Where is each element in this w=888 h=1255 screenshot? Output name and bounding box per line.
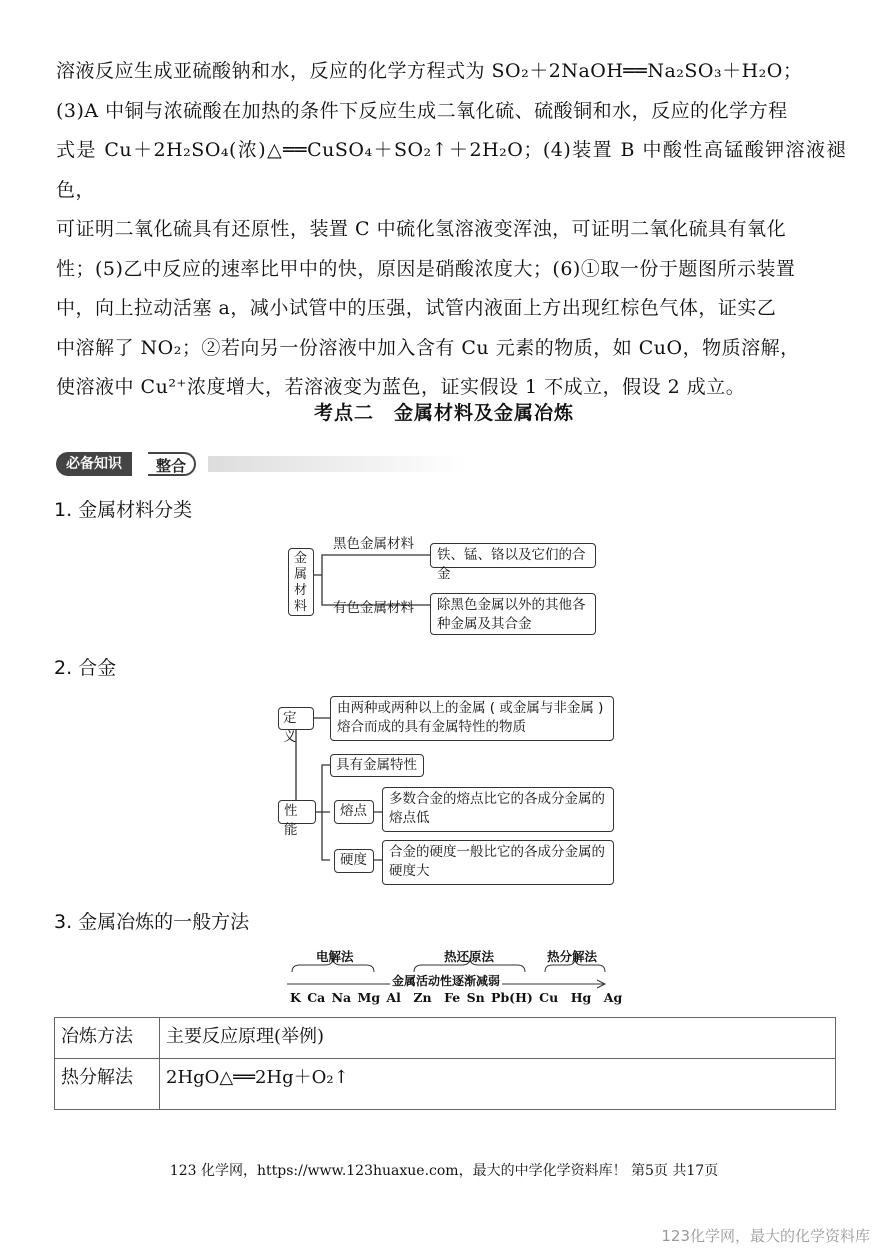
hard-text: 合金的硬度一般比它的各成分金属的硬度大 bbox=[389, 844, 605, 879]
table-cell: 2HgO△══2Hg＋O₂↑ bbox=[160, 1059, 836, 1110]
paragraph-line: (3)A 中铜与浓硫酸在加热的条件下反应生成二氧化硫、硫酸铜和水，反应的化学方程 bbox=[56, 99, 788, 122]
prop1-text: 具有金属特性 bbox=[336, 757, 417, 773]
sec2-title: 2. 合金 bbox=[54, 657, 117, 679]
page-footer: 123 化学网，https://www.123huaxue.com，最大的中学化学资料库！ 第5页 共17页 bbox=[169, 1163, 719, 1179]
leaf1-box bbox=[430, 543, 596, 582]
table-row bbox=[55, 1059, 836, 1110]
paragraph-line: 式是 Cu＋2H₂SO₄(浓)△══CuSO₄＋SO₂↑＋2H₂O；(4)装置 B 中酸性高锰酸钾溶液褪色， bbox=[56, 139, 846, 201]
table-header-row bbox=[55, 1018, 836, 1059]
table-cell: 热分解法 bbox=[55, 1059, 160, 1110]
trend-label: 金属活动性逐渐减弱 bbox=[392, 974, 501, 988]
root-label: 金属材料 bbox=[294, 551, 308, 614]
paragraph-line: 性；(5)乙中反应的速率比甲中的快，原因是硝酸浓度大；(6)①取一份于题图所示装置 bbox=[56, 257, 796, 280]
paragraph-line: 溶液反应生成亚硫酸钠和水，反应的化学方程式为 SO₂＋2NaOH══Na₂SO₃＋H₂O； bbox=[56, 60, 803, 82]
paragraph-line: 可证明二氧化硫具有还原性，装置 C 中硫化氢溶液变浑浊，可证明二氧化硫具有氧化 bbox=[56, 218, 787, 240]
paragraph-line: 使溶液中 Cu²⁺浓度增大，若溶液变为蓝色，证实假设 1 不成立，假设 2 成立。 bbox=[56, 376, 746, 398]
def-text: 由两种或两种以上的金属 ( 或金属与非金属 ) 熔合而成的具有金属特性的物质 bbox=[337, 700, 604, 735]
smelting-table bbox=[54, 1017, 836, 1110]
leaf2-box bbox=[430, 593, 596, 635]
branch2-label: 有色金属材料 bbox=[333, 600, 414, 616]
sec1-title: 1. 金属材料分类 bbox=[54, 499, 193, 521]
branch1-label: 黑色金属材料 bbox=[333, 536, 414, 552]
hard-label: 硬度 bbox=[340, 852, 367, 868]
sec1-root-box bbox=[288, 548, 314, 616]
mp-text-box bbox=[382, 787, 614, 832]
table-header-cell: 冶炼方法 bbox=[55, 1018, 160, 1059]
prop1-box bbox=[330, 754, 424, 777]
prop-label: 性能 bbox=[284, 803, 298, 838]
method1-label: 电解法 bbox=[316, 949, 354, 964]
prop-label-box bbox=[278, 800, 316, 838]
def-label-box bbox=[278, 707, 314, 745]
method3-label: 热分解法 bbox=[547, 949, 598, 964]
banner-left: 必备知识 bbox=[56, 452, 132, 476]
mp-label: 熔点 bbox=[340, 803, 367, 819]
def-text-box bbox=[330, 696, 614, 741]
sec3-title: 3. 金属冶炼的一般方法 bbox=[54, 911, 250, 933]
method2-label: 热还原法 bbox=[444, 949, 495, 964]
banner-right: 整合 bbox=[148, 452, 196, 476]
mp-text: 多数合金的熔点比它的各成分金属的熔点低 bbox=[389, 791, 605, 826]
section-heading: 考点二 金属材料及金属冶炼 bbox=[313, 402, 574, 424]
paragraph-line: 中，向上拉动活塞 a，减小试管中的压强，试管内液面上方出现红棕色气体，证实乙 bbox=[56, 297, 777, 319]
paragraph-line: 中溶解了 NO₂；②若向另一份溶液中加入含有 Cu 元素的物质，如 CuO，物质溶解， bbox=[56, 336, 800, 359]
leaf2-text: 除黑色金属以外的其他各种金属及其合金 bbox=[437, 597, 586, 632]
hard-label-box bbox=[334, 849, 374, 873]
metals-sequence: K Ca Na Mg Al Zn Fe Sn Pb(H) Cu Hg Ag bbox=[290, 990, 623, 1005]
def-label: 定义 bbox=[283, 710, 297, 745]
table-header-cell: 主要反应原理(举例) bbox=[160, 1018, 836, 1059]
mp-label-box bbox=[334, 800, 374, 824]
watermark: 123化学网，最大的化学资料库 bbox=[661, 1227, 870, 1245]
leaf1-text: 铁、锰、铬以及它们的合金 bbox=[437, 547, 586, 582]
hard-text-box bbox=[382, 840, 614, 885]
